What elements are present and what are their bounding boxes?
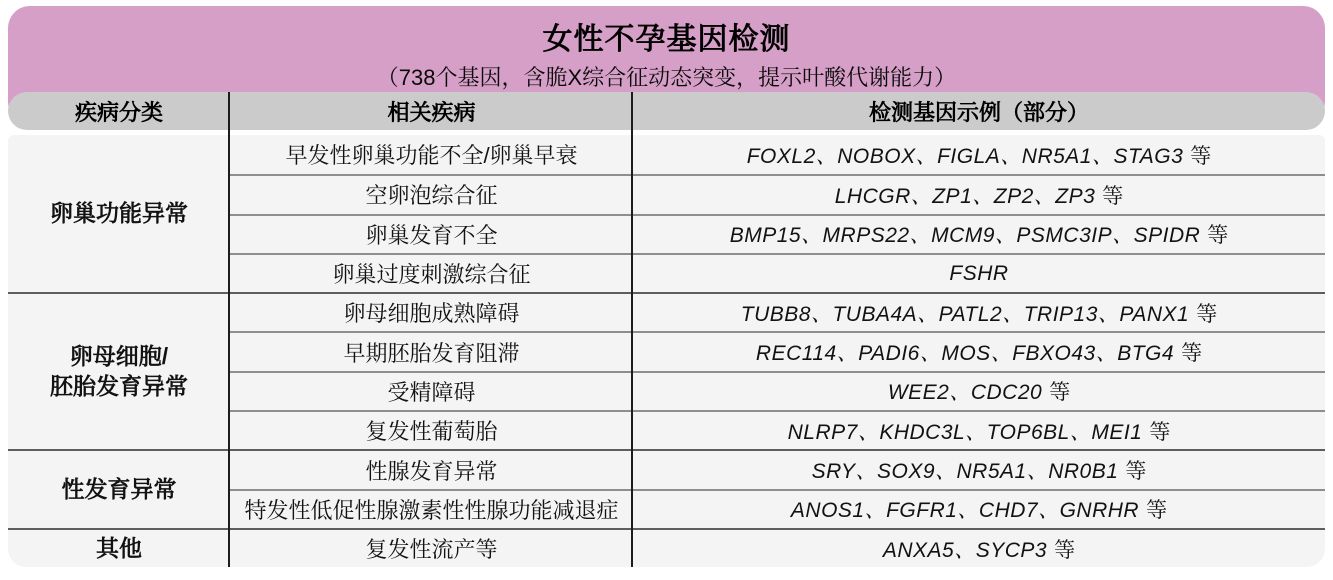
column-header-disease-category: 疾病分类 <box>74 99 163 125</box>
genes-cell <box>633 489 1325 528</box>
genes-list: FSHR <box>949 261 1009 285</box>
genes-list: TUBB8、TUBA4A、PATL2、TRIP13、PANX1 <box>740 302 1190 326</box>
genes-list: WEE2、CDC20 <box>887 381 1043 405</box>
genes-list: ANOS1、FGFR1、CHD7、GNRHR <box>790 499 1140 523</box>
genes-suffix: 等 <box>1146 499 1168 523</box>
genes-cell <box>633 253 1325 292</box>
genes-cell <box>633 331 1325 370</box>
page-title: 女性不孕基因检测 <box>542 23 791 56</box>
genes-list: SRY、SOX9、NR5A1、NR0B1 <box>811 460 1119 484</box>
genes-list: LHCGR、ZP1、ZP2、ZP3 <box>834 184 1096 208</box>
category-cell <box>8 528 230 567</box>
category-label: 其他 <box>96 534 142 561</box>
disease-cell: 复发性流产等 <box>230 528 633 567</box>
disease-cell: 卵巢过度刺激综合征 <box>230 253 633 292</box>
header-stack <box>8 6 1325 130</box>
genes-list: NLRP7、KHDC3L、TOP6BL、MEI1 <box>787 420 1143 444</box>
disease-cell: 卵母细胞成熟障碍 <box>230 292 633 331</box>
genes-list: ANXA5、SYCP3 <box>882 538 1048 562</box>
genes-suffix: 等 <box>1207 224 1229 248</box>
disease-cell: 早期胚胎发育阻滞 <box>230 331 633 370</box>
genes-suffix: 等 <box>1049 381 1071 405</box>
genes-cell <box>633 135 1325 174</box>
category-cell <box>8 449 230 528</box>
genes-cell <box>633 214 1325 253</box>
column-divider-2 <box>631 92 633 567</box>
genes-cell <box>633 528 1325 567</box>
category-label: 卵巢功能异常 <box>50 199 188 226</box>
table-body <box>8 135 1325 567</box>
disease-cell: 空卵泡综合征 <box>230 174 633 213</box>
disease-cell: 卵巢发育不全 <box>230 214 633 253</box>
page-subtitle: （738个基因，含脆X综合征动态突变，提示叶酸代谢能力） <box>376 65 957 90</box>
category-cell <box>8 292 230 449</box>
genes-suffix: 等 <box>1181 342 1203 366</box>
genes-suffix: 等 <box>1054 538 1076 562</box>
genes-cell <box>633 410 1325 449</box>
genes-suffix: 等 <box>1102 184 1124 208</box>
genes-suffix: 等 <box>1149 420 1171 444</box>
title-banner-text <box>8 6 1325 94</box>
genes-cell <box>633 292 1325 331</box>
category-cell <box>8 135 230 292</box>
category-label: 性发育异常 <box>61 475 177 502</box>
genes-suffix: 等 <box>1196 302 1218 326</box>
genes-list: BMP15、MRPS22、MCM9、PSMC3IP、SPIDR <box>729 224 1201 248</box>
category-label: 卵母细胞/ <box>69 342 169 369</box>
column-header-related-disease: 相关疾病 <box>387 99 476 125</box>
column-divider-1 <box>228 92 230 567</box>
genes-list: FOXL2、NOBOX、FIGLA、NR5A1、STAG3 <box>746 144 1184 168</box>
genes-cell <box>633 449 1325 488</box>
genes-cell <box>633 371 1325 410</box>
genes-suffix: 等 <box>1125 460 1147 484</box>
table-header-row <box>8 92 1325 130</box>
disease-cell: 受精障碍 <box>230 371 633 410</box>
disease-cell: 特发性低促性腺激素性性腺功能减退症 <box>230 489 633 528</box>
genes-list: REC114、PADI6、MOS、FBXO43、BTG4 <box>755 342 1175 366</box>
genes-cell <box>633 174 1325 213</box>
disease-cell: 早发性卵巢功能不全/卵巢早衰 <box>285 143 578 169</box>
genes-suffix: 等 <box>1190 144 1212 168</box>
disease-cell: 性腺发育异常 <box>230 449 633 488</box>
category-label: 胚胎发育异常 <box>50 372 188 399</box>
column-header-gene-examples: 检测基因示例（部分） <box>868 99 1089 125</box>
disease-cell: 复发性葡萄胎 <box>230 410 633 449</box>
